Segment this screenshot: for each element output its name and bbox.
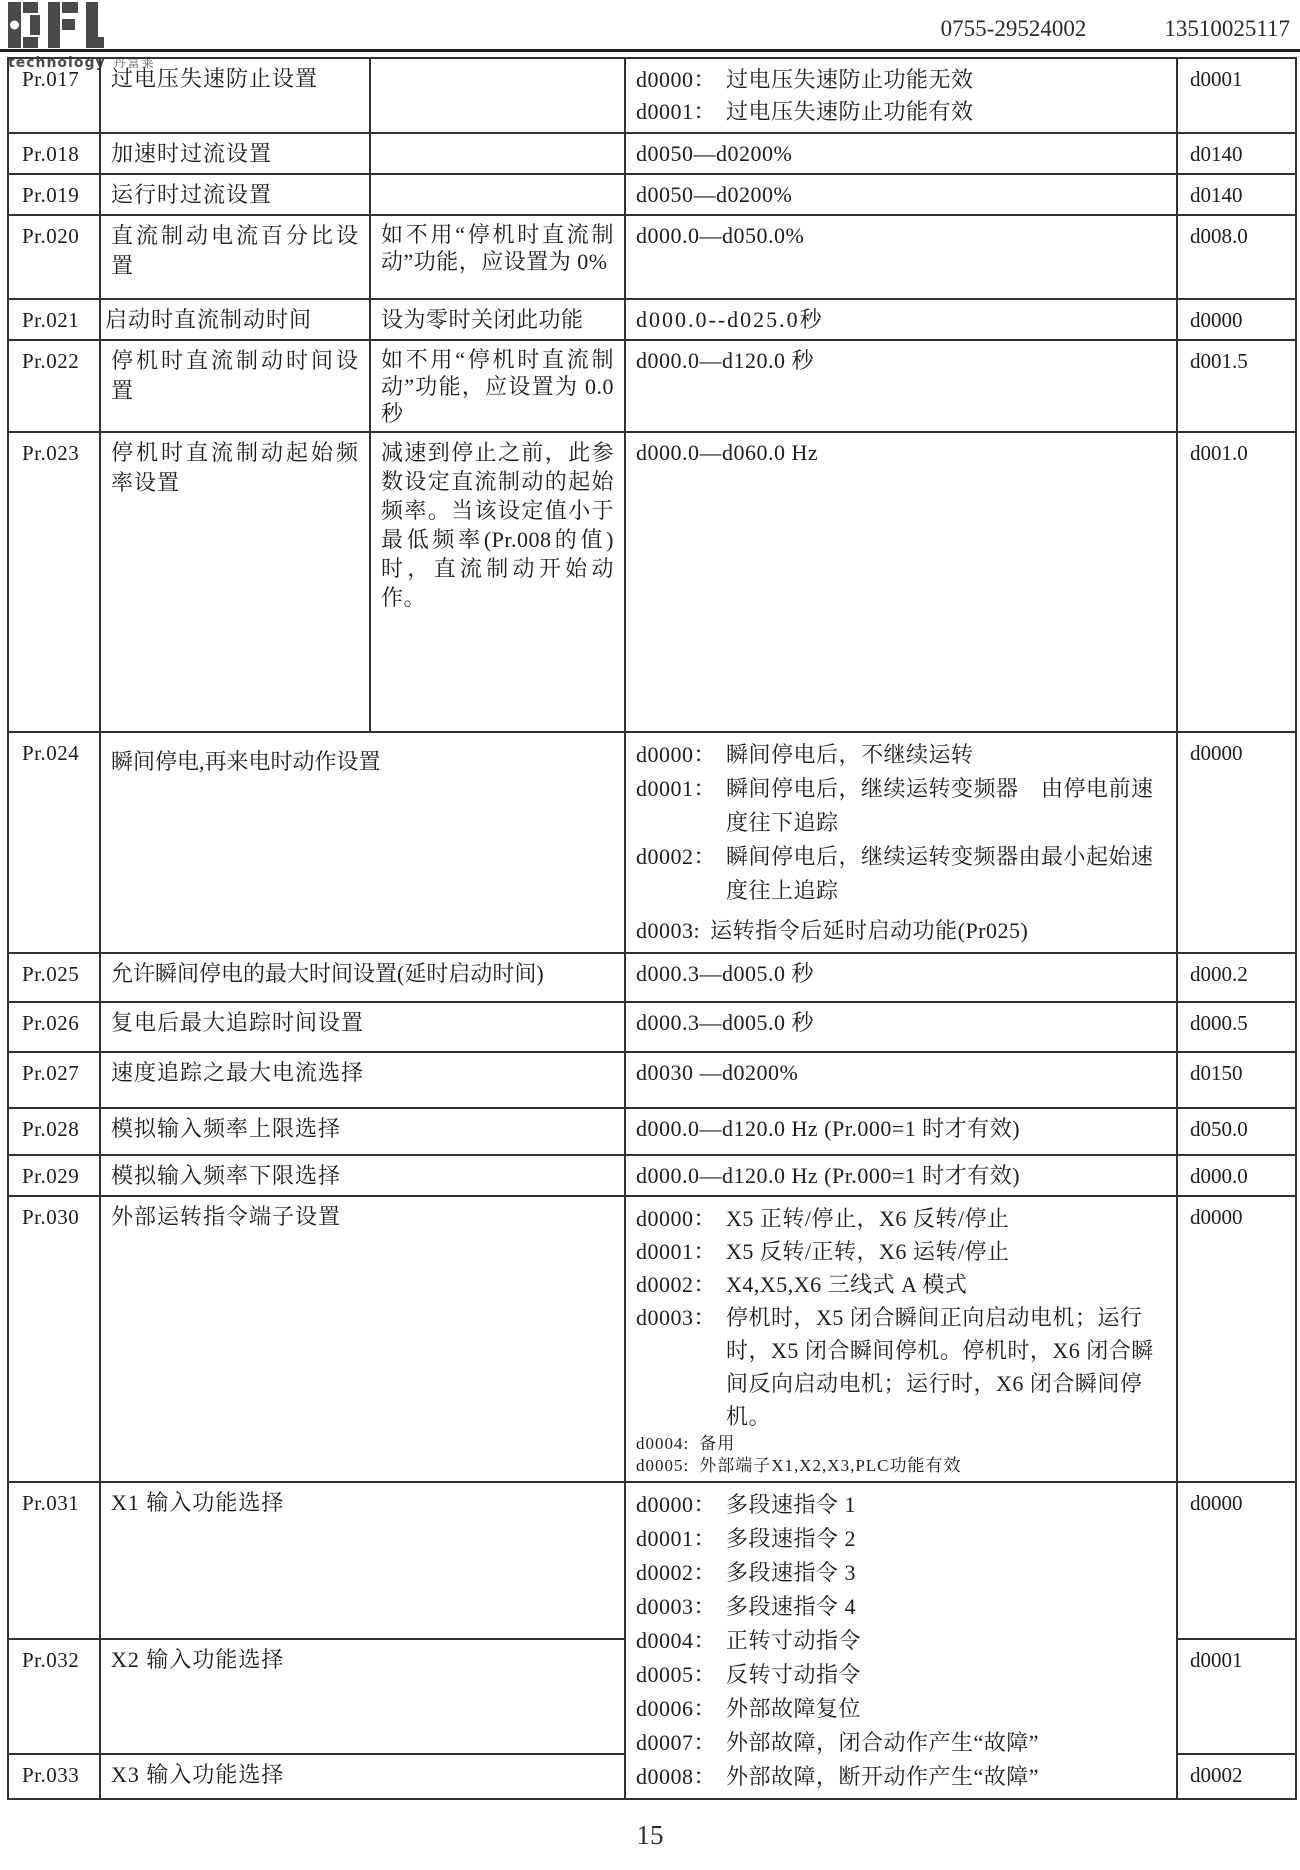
param-name: 允许瞬间停电的最大时间设置(延时启动时间) (100, 953, 625, 1002)
option-line (636, 1726, 1166, 1760)
param-note (370, 58, 625, 133)
option-code: d0008： (636, 1764, 717, 1789)
option-line (636, 738, 1166, 772)
param-range: d000.0—d050.0% (625, 215, 1177, 299)
option-code: d0000： (636, 742, 717, 767)
param-id: Pr.031 (8, 1482, 100, 1639)
param-id: Pr.020 (8, 215, 100, 299)
param-options (625, 58, 1177, 133)
param-range: d000.3—d005.0 秒 (625, 1002, 1177, 1052)
param-id: Pr.033 (8, 1754, 100, 1799)
option-line (636, 772, 1166, 840)
table-row-pr022 (8, 340, 1296, 432)
option-code: d0002： (636, 844, 717, 869)
param-range: d0050—d0200% (625, 174, 1177, 215)
param-name: 瞬间停电,再来电时动作设置 (100, 732, 625, 953)
param-note: 如不用“停机时直流制动”功能，应设置为 0.0 秒 (370, 340, 625, 432)
option-code: d0006： (636, 1696, 717, 1721)
option-line (636, 1235, 1166, 1268)
param-default: d0150 (1177, 1052, 1296, 1108)
param-range: d000.0—d120.0 Hz (Pr.000=1 时才有效) (625, 1155, 1177, 1196)
option-line (636, 1301, 1166, 1433)
option-code: d0000： (636, 1206, 717, 1231)
option-text: 瞬间停电后，继续运转变频器由最小起始速度往上追踪 (726, 844, 1154, 903)
table-row-pr024 (8, 732, 1296, 953)
option-line (636, 1433, 1166, 1455)
option-text: 外部故障复位 (726, 1696, 862, 1721)
param-note (370, 174, 625, 215)
param-default: d001.0 (1177, 432, 1296, 732)
param-id: Pr.032 (8, 1639, 100, 1754)
param-name: 直流制动电流百分比设置 (100, 215, 370, 299)
param-id: Pr.017 (8, 58, 100, 133)
phone-number-2: 13510025117 (1164, 16, 1290, 41)
option-text: X5 正转/停止，X6 反转/停止 (726, 1206, 1010, 1231)
option-text: 瞬间停电后，继续运转变频器 由停电前速度往下追踪 (726, 776, 1154, 835)
param-id: Pr.024 (8, 732, 100, 953)
header-contact (941, 16, 1290, 42)
option-code: d0003： (636, 1594, 717, 1619)
logo-subtext: technology (8, 55, 106, 71)
param-name: X2 输入功能选择 (100, 1639, 625, 1754)
dfl-logo-icon (8, 2, 104, 48)
table-row-pr030 (8, 1196, 1296, 1482)
param-id: Pr.022 (8, 340, 100, 432)
param-range: d000.0—d120.0 Hz (Pr.000=1 时才有效) (625, 1108, 1177, 1155)
option-text: 正转寸动指令 (726, 1628, 862, 1653)
param-default: d0000 (1177, 732, 1296, 953)
param-note (370, 133, 625, 174)
option-line (636, 914, 1166, 948)
table-row-pr021 (8, 299, 1296, 340)
table-row-pr025 (8, 953, 1296, 1002)
option-code: d0000： (636, 1492, 717, 1517)
option-text: 多段速指令 4 (726, 1594, 857, 1619)
table-row-pr017 (8, 58, 1296, 133)
option-text: 瞬间停电后，不继续运转 (726, 742, 974, 767)
option-code: d0002： (636, 1272, 717, 1297)
param-default: d0000 (1177, 1196, 1296, 1482)
option-line (636, 1624, 1166, 1658)
table-row-pr028 (8, 1108, 1296, 1155)
option-line (636, 840, 1166, 908)
table-row-pr020 (8, 215, 1296, 299)
param-default: d0140 (1177, 174, 1296, 215)
param-id: Pr.021 (8, 299, 100, 340)
option-text: 停机时，X5 闭合瞬间正向启动电机；运行时，X5 闭合瞬间停机。停机时，X6 闭合瞬间反向启动电机；运行时，X6 闭合瞬间停机。 (726, 1305, 1154, 1429)
param-options (625, 1196, 1177, 1482)
table-row-pr031 (8, 1482, 1296, 1639)
option-code: d0001： (636, 776, 717, 801)
param-range: d000.3—d005.0 秒 (625, 953, 1177, 1002)
param-range: d0030 —d0200% (625, 1052, 1177, 1108)
param-name: 模拟输入频率下限选择 (100, 1155, 625, 1196)
option-code: d0004: (636, 1434, 690, 1453)
param-default: d050.0 (1177, 1108, 1296, 1155)
option-text: 过电压失速防止功能有效 (726, 99, 974, 124)
param-range: d000.0--d025.0秒 (625, 299, 1177, 340)
param-name: 启动时直流制动时间 (100, 299, 370, 340)
param-options (625, 1482, 1177, 1799)
option-code: d0001： (636, 1239, 717, 1264)
param-name: 停机时直流制动时间设置 (100, 340, 370, 432)
param-id: Pr.025 (8, 953, 100, 1002)
param-name: 运行时过流设置 (100, 174, 370, 215)
param-note: 减速到停止之前，此参数设定直流制动的起始频率。当该设定值小于最低频率(Pr.008的值)时，直流制动开始动作。 (370, 432, 625, 732)
param-id: Pr.029 (8, 1155, 100, 1196)
header-divider (0, 49, 1300, 52)
param-range: d000.0—d120.0 秒 (625, 340, 1177, 432)
logo-chinese-name: 丹富莱 (113, 56, 156, 70)
param-id: Pr.019 (8, 174, 100, 215)
param-name: X1 输入功能选择 (100, 1482, 625, 1639)
table-row-pr018 (8, 133, 1296, 174)
option-code: d0002： (636, 1560, 717, 1585)
param-name: 过电压失速防止设置 (100, 58, 370, 133)
param-default: d0001 (1177, 58, 1296, 133)
option-line (636, 1522, 1166, 1556)
page-number: 15 (636, 1820, 664, 1850)
param-default: d0002 (1177, 1754, 1296, 1799)
table-row-pr027 (8, 1052, 1296, 1108)
option-text: X5 反转/正转，X6 运转/停止 (726, 1239, 1010, 1264)
param-name: 加速时过流设置 (100, 133, 370, 174)
param-default: d0000 (1177, 299, 1296, 340)
param-default: d001.5 (1177, 340, 1296, 432)
option-line (636, 1556, 1166, 1590)
option-text: 多段速指令 2 (726, 1526, 857, 1551)
param-default: d0140 (1177, 133, 1296, 174)
phone-number-1: 0755-29524002 (940, 16, 1087, 41)
table-row-pr023 (8, 432, 1296, 732)
param-name: 复电后最大追踪时间设置 (100, 1002, 625, 1052)
option-code: d0005： (636, 1662, 717, 1687)
option-code: d0003： (636, 1305, 717, 1330)
param-default: d000.0 (1177, 1155, 1296, 1196)
param-range: d0050—d0200% (625, 133, 1177, 174)
param-note: 如不用“停机时直流制动”功能，应设置为 0% (370, 215, 625, 299)
option-text: 多段速指令 1 (726, 1492, 857, 1517)
option-text: 外部故障，断开动作产生“故障” (726, 1764, 1040, 1789)
option-code: d0000： (636, 67, 717, 92)
param-default: d008.0 (1177, 215, 1296, 299)
param-id: Pr.027 (8, 1052, 100, 1108)
option-line (636, 1455, 1166, 1477)
option-line (636, 1488, 1166, 1522)
option-code: d0004： (636, 1628, 717, 1653)
table-row-pr029 (8, 1155, 1296, 1196)
param-default: d000.5 (1177, 1002, 1296, 1052)
table-row-pr026 (8, 1002, 1296, 1052)
param-default: d0001 (1177, 1639, 1296, 1754)
param-options (625, 732, 1177, 953)
option-line (636, 64, 1166, 96)
option-line (636, 1658, 1166, 1692)
param-name: 停机时直流制动起始频率设置 (100, 432, 370, 732)
param-range: d000.0—d060.0 Hz (625, 432, 1177, 732)
parameter-table (7, 57, 1297, 1800)
option-text: 过电压失速防止功能无效 (726, 67, 974, 92)
param-id: Pr.018 (8, 133, 100, 174)
option-line (636, 1202, 1166, 1235)
param-default: d000.2 (1177, 953, 1296, 1002)
param-default: d0000 (1177, 1482, 1296, 1639)
table-row-pr019 (8, 174, 1296, 215)
option-text: 外部故障，闭合动作产生“故障” (726, 1730, 1040, 1755)
option-text: 外部端子X1,X2,X3,PLC功能有效 (699, 1456, 962, 1475)
option-code: d0001： (636, 99, 717, 124)
option-code: d0003: (636, 918, 701, 943)
option-code: d0005: (636, 1456, 690, 1475)
param-id: Pr.023 (8, 432, 100, 732)
option-line (636, 1590, 1166, 1624)
option-line (636, 96, 1166, 128)
param-name: 模拟输入频率上限选择 (100, 1108, 625, 1155)
param-name: X3 输入功能选择 (100, 1754, 625, 1799)
option-line (636, 1760, 1166, 1794)
option-text: 备用 (699, 1434, 736, 1453)
option-line (636, 1692, 1166, 1726)
param-name: 速度追踪之最大电流选择 (100, 1052, 625, 1108)
option-code: d0001： (636, 1526, 717, 1551)
param-note: 设为零时关闭此功能 (370, 299, 625, 340)
option-text: 多段速指令 3 (726, 1560, 857, 1585)
option-line (636, 1268, 1166, 1301)
option-text: 运转指令后延时启动功能(Pr025) (710, 918, 1029, 943)
param-id: Pr.030 (8, 1196, 100, 1482)
option-text: X4,X5,X6 三线式 A 模式 (726, 1272, 968, 1297)
option-text: 反转寸动指令 (726, 1662, 862, 1687)
option-code: d0007： (636, 1730, 717, 1755)
param-id: Pr.028 (8, 1108, 100, 1155)
param-name: 外部运转指令端子设置 (100, 1196, 625, 1482)
param-id: Pr.026 (8, 1002, 100, 1052)
